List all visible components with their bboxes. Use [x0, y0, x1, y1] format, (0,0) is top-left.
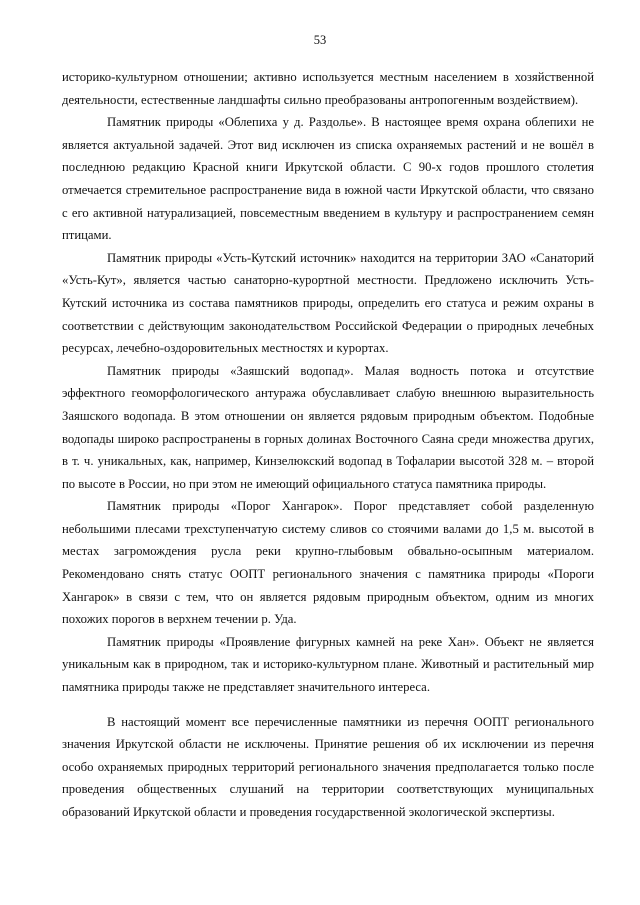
- paragraph-ust-kut-spring: Памятник природы «Усть-Кутский источник» находится на территории ЗАО «Санаторий «Усть-Кут», является частью санаторно-курортной местности. Предложено исключить Усть-Кутский источника из состава памятников природы, определить его статуса и режим охраны в соответствии с действующим законодательством Российской Федерации о природных лечебных ресурсах, лечебно-оздоровительных местностях и курортах.: [62, 250, 594, 356]
- paragraph-continuation: историко-культурном отношении; активно используется местным населением в хозяйственной деятельности, естественные ландшафты сильно преобразованы антропогенным воздействием).: [62, 70, 594, 107]
- paragraph-khangarok-rapids: Памятник природы «Порог Хангарок». Порог представляет собой разделенную небольшими плесами трехступенчатую систему сливов со стоячими валами до 1,5 м. высотой в местах загромождения русла реки крупно-глыбовым обвально-осыпным материалом. Рекомендовано снять статус ООПТ регионального значения с памятника природы «Пороги Хангарок» в связи с тем, что он является рядовым природным объектом, одним из многих похожих порогов в верхнем течении р. Уда.: [62, 499, 594, 627]
- paragraph-zayashsky-waterfall: Памятник природы «Заяшский водопад». Малая водность потока и отсутствие эффектного геоморфологического антуража обуславливает слабую внешнюю выразительность Заяшского водопада. В этом отношении он является рядовым природным объектом. Подобные водопады широко распространены в горных долинах Восточного Саяна среди множества других, в т. ч. уникальных, как, например, Кинзелюкский водопад в Тофаларии высотой 328 м. – второй по высоте в России, но при этом не имеющий официального статуса памятника природы.: [62, 363, 594, 491]
- paragraph-oblepikha: Памятник природы «Облепиха у д. Раздолье». В настоящее время охрана облепихи не является актуальной задачей. Этот вид исключен из списка охраняемых растений и не вошёл в последнюю редакцию Красной книги Иркутской области. С 90-х годов прошлого столетия отмечается стремительное распространение вида в южной части Иркутской области, что связано с его активной натурализацией, повсеместным введением в культуру и распространением семян птицами.: [62, 115, 594, 243]
- page-number: 53: [313, 33, 327, 47]
- paragraph-conclusion: В настоящий момент все перечисленные памятники из перечня ООПТ регионального значения Иркутской области не исключены. Принятие решения об их исключении из перечня особо охраняемых природных территорий регионального значения предполагается только после проведения общественных слушаний на территории соответствующих муниципальных образований Иркутской области и проведения государственной экологической экспертизы.: [62, 714, 594, 819]
- paragraph-khan-river-stones: Памятник природы «Проявление фигурных камней на реке Хан». Объект не является уникальным как в природном, так и историко-культурном плане. Животный и растительный мир памятника природы также не представляет значительного интереса.: [62, 634, 594, 695]
- document-body: [62, 66, 594, 824]
